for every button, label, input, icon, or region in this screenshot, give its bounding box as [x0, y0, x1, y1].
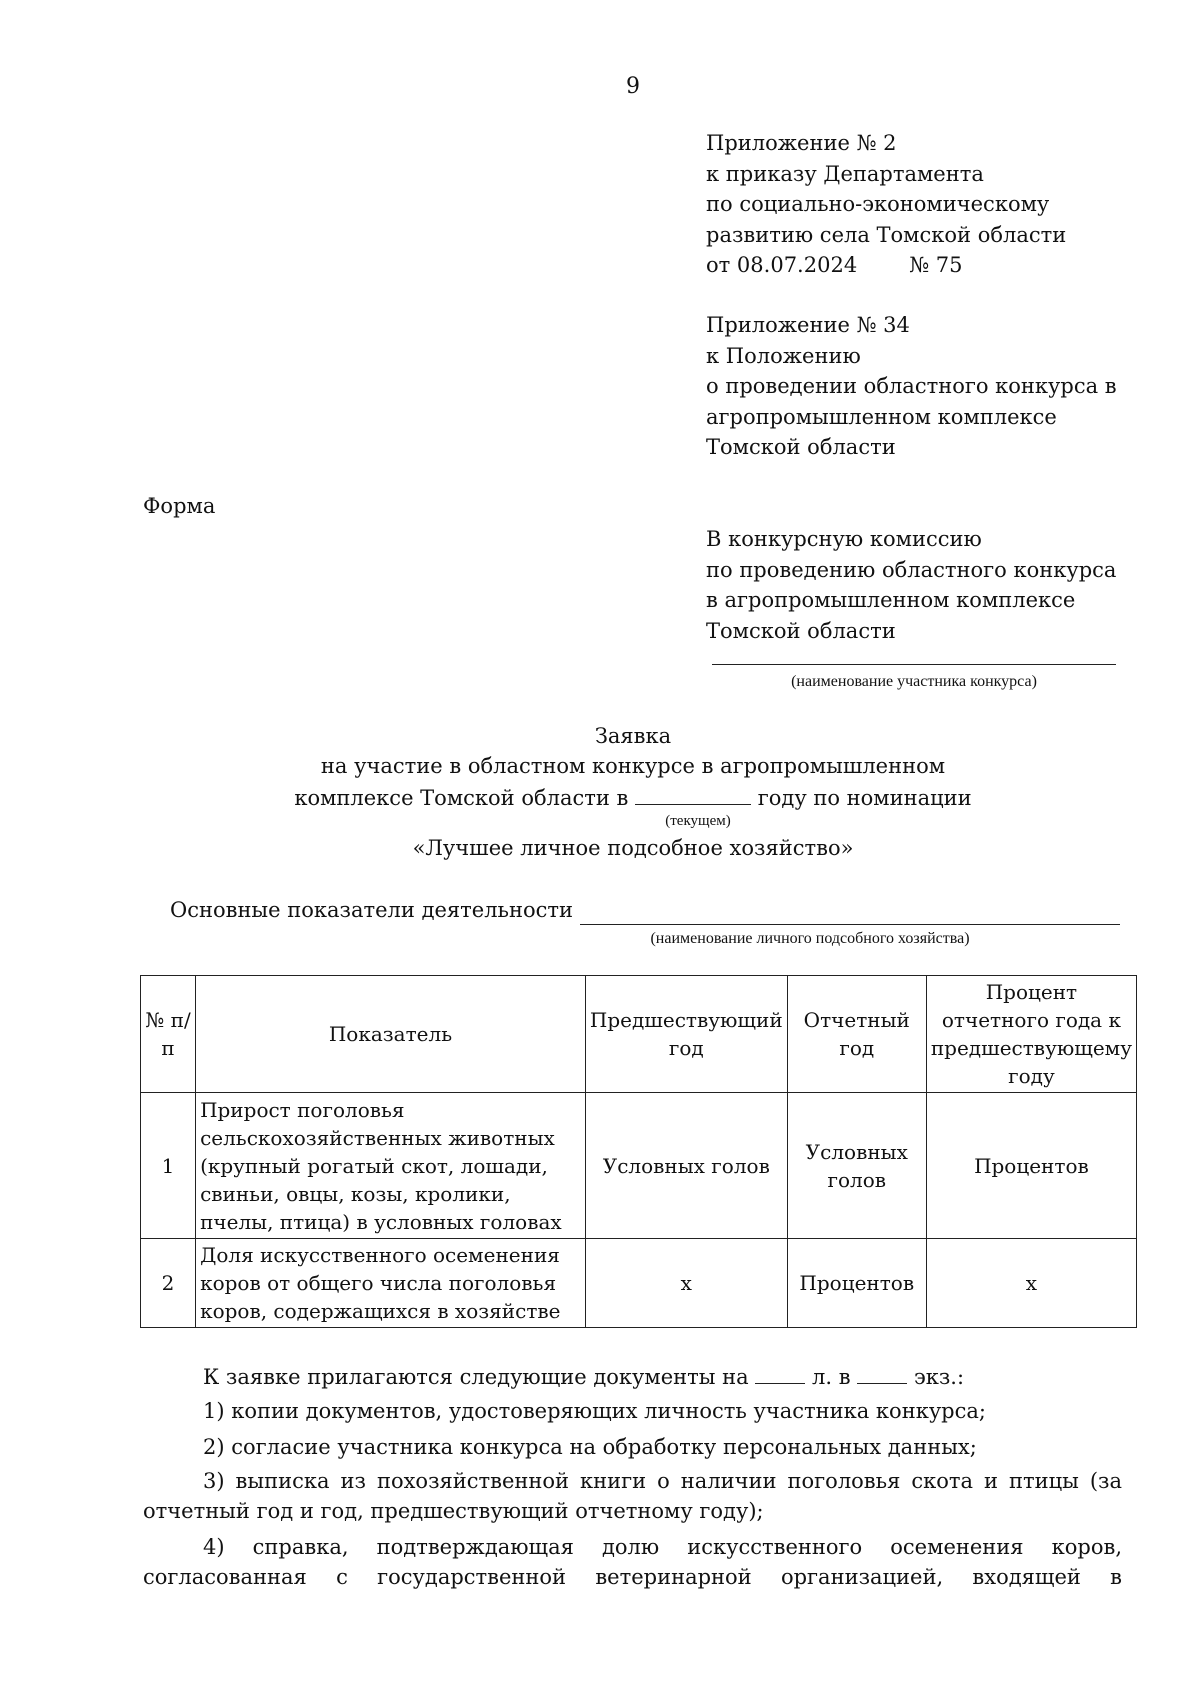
annex-34-line: Приложение № 34 [706, 313, 910, 337]
annex-2-line: Приложение № 2 [706, 131, 897, 155]
year-hint: (текущем) [665, 813, 731, 829]
row-num: 1 [141, 1093, 196, 1239]
documents-intro [203, 1362, 1103, 1392]
farm-name-line [580, 924, 1120, 925]
application-title: Заявка [594, 724, 672, 748]
document-item: 3) выписка из похозяйственной книги о наличии поголовья скота и птицы (за отчетный год и год, предшествующий отчетному году); [143, 1469, 1122, 1523]
application-subtitle-line: на участие в областном конкурсе в агропромышленном [320, 754, 946, 778]
annex-2-line: к приказу Департамента [706, 161, 984, 186]
nomination-title: «Лучшее личное подсобное хозяйство» [412, 836, 854, 860]
header-percent: Процент отчетного года к предшествующему году [926, 976, 1136, 1093]
document-item: 4) справка, подтверждающая долю искусственного осеменения коров, согласованная с государственной ветеринарной организацией, входящей в [143, 1535, 1122, 1589]
annex-34-line: о проведении областного конкурса в [706, 374, 1117, 398]
annex-2-line: развитию села Томской области [706, 222, 1067, 247]
header-report-year: Отчетный год [787, 976, 926, 1093]
order-date: от 08.07.2024 [706, 253, 858, 277]
row-report-year: Процентов [787, 1239, 926, 1328]
participant-name-caption: (наименование участника конкурса) [791, 673, 1037, 690]
row-indicator: Прирост поголовья сельскохозяйственных животных (крупный рогатый скот, лошади, свиньи, овцы, козы, кролики, пчелы, птица) в условных головах [196, 1093, 586, 1239]
annex-2-date-line [706, 250, 1166, 281]
year-blank [635, 784, 751, 805]
document-item: 2) согласие участника конкурса на обработку персональных данных; [203, 1435, 977, 1459]
addressee-block [706, 524, 1166, 646]
row-prev-year: Условных голов [585, 1093, 787, 1239]
copies-blank [857, 1363, 907, 1384]
year-line-text-before: комплексе Томской области в [294, 786, 629, 810]
farm-name-caption: (наименование личного подсобного хозяйства) [650, 930, 970, 947]
row-report-year: Условных голов [787, 1093, 926, 1239]
annex-2-line: по социально-экономическому [706, 192, 1050, 216]
table-header-row [141, 976, 1137, 1093]
sheets-blank [755, 1363, 805, 1384]
row-num: 2 [141, 1239, 196, 1328]
table-row [141, 1093, 1137, 1239]
table-row [141, 1239, 1137, 1328]
documents-intro-text: К заявке прилагаются следующие документы на [203, 1365, 749, 1389]
indicators-label: Основные показатели деятельности [170, 898, 574, 922]
header-prev-year: Предшествующий год [585, 976, 787, 1093]
annex-34-header [706, 310, 1166, 463]
annex-34-line: агропромышленном комплексе [706, 404, 1057, 429]
row-percent: х [926, 1239, 1136, 1328]
indicators-table [140, 975, 1137, 1328]
addressee-line: в агропромышленном комплексе [706, 588, 1076, 612]
form-label: Форма [143, 494, 216, 518]
documents-intro-copies: экз.: [913, 1365, 965, 1389]
annex-34-line: Томской области [706, 435, 896, 459]
addressee-line: по проведению областного конкурса [706, 557, 1117, 582]
document-item: 1) копии документов, удостоверяющих личность участника конкурса; [203, 1399, 986, 1423]
order-number: № 75 [909, 253, 963, 277]
application-year-line [143, 784, 1123, 810]
addressee-line: Томской области [706, 618, 896, 643]
year-line-text-after: году по номинации [757, 786, 972, 810]
row-prev-year: х [585, 1239, 787, 1328]
documents-intro-sheets: л. в [812, 1365, 851, 1389]
annex-34-line: к Положению [706, 343, 861, 368]
participant-name-line [712, 664, 1116, 665]
header-num: № п/п [141, 976, 196, 1093]
addressee-line: В конкурсную комиссию [706, 527, 982, 551]
row-indicator: Доля искусственного осеменения коров от общего числа поголовья коров, содержащихся в хозяйстве [196, 1239, 586, 1328]
annex-2-header [706, 128, 1166, 281]
page-number: 9 [626, 74, 640, 99]
row-percent: Процентов [926, 1093, 1136, 1239]
header-indicator: Показатель [196, 976, 586, 1093]
